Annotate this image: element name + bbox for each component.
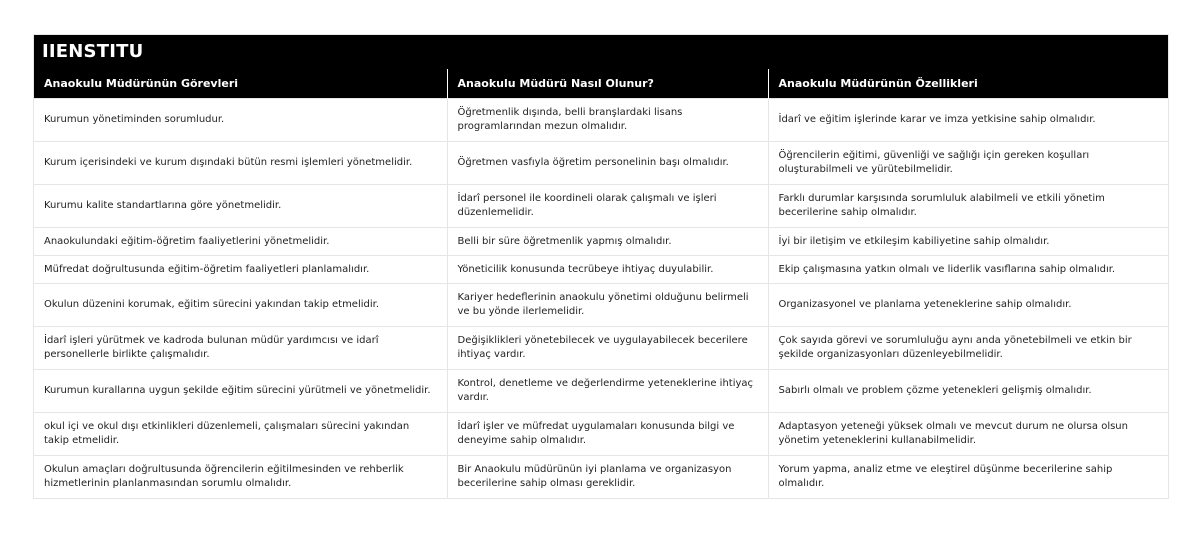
table-cell: Yöneticilik konusunda tecrübeye ihtiyaç duyulabilir. <box>447 256 768 284</box>
table-cell: Bir Anaokulu müdürünün iyi planlama ve organizasyon becerilerine sahip olması gereklidir. <box>447 456 768 499</box>
table-row <box>34 456 1168 499</box>
brand-title: IIENSTITU <box>34 35 1168 69</box>
data-table <box>34 69 1168 498</box>
table-row <box>34 327 1168 370</box>
table-row <box>34 413 1168 456</box>
content-card <box>33 34 1169 499</box>
table-cell: Kurumu kalite standartlarına göre yönetmelidir. <box>34 185 447 228</box>
table-cell: Organizasyonel ve planlama yeteneklerine sahip olmalıdır. <box>768 284 1168 327</box>
table-row <box>34 185 1168 228</box>
table-cell: Anaokulundaki eğitim-öğretim faaliyetlerini yönetmelidir. <box>34 228 447 256</box>
table-cell: Değişiklikleri yönetebilecek ve uygulayabilecek becerilere ihtiyaç vardır. <box>447 327 768 370</box>
table-cell: Kurumun kurallarına uygun şekilde eğitim sürecini yürütmeli ve yönetmelidir. <box>34 370 447 413</box>
table-row <box>34 142 1168 185</box>
table-cell: Okulun amaçları doğrultusunda öğrencilerin eğitilmesinden ve rehberlik hizmetlerinin planlanmasından sorumlu olmalıdır. <box>34 456 447 499</box>
table-cell: Öğrencilerin eğitimi, güvenliği ve sağlığı için gereken koşulları oluşturabilmeli ve yürütebilmelidir. <box>768 142 1168 185</box>
table-cell: İdarî ve eğitim işlerinde karar ve imza yetkisine sahip olmalıdır. <box>768 99 1168 142</box>
table-cell: Adaptasyon yeteneği yüksek olmalı ve mevcut durum ne olursa olsun yönetim yeteneklerini kullanabilmelidir. <box>768 413 1168 456</box>
table-row <box>34 99 1168 142</box>
table-cell: Yorum yapma, analiz etme ve eleştirel düşünme becerilerine sahip olmalıdır. <box>768 456 1168 499</box>
table-cell: Sabırlı olmalı ve problem çözme yetenekleri gelişmiş olmalıdır. <box>768 370 1168 413</box>
table-cell: Kontrol, denetleme ve değerlendirme yeteneklerine ihtiyaç vardır. <box>447 370 768 413</box>
column-header-qualities: Anaokulu Müdürünün Özellikleri <box>768 69 1168 99</box>
table-cell: Öğretmenlik dışında, belli branşlardaki lisans programlarından mezun olmalıdır. <box>447 99 768 142</box>
table-cell: Okulun düzenini korumak, eğitim sürecini yakından takip etmelidir. <box>34 284 447 327</box>
column-header-duties: Anaokulu Müdürünün Görevleri <box>34 69 447 99</box>
table-cell: Kurum içerisindeki ve kurum dışındaki bütün resmi işlemleri yönetmelidir. <box>34 142 447 185</box>
table-row <box>34 256 1168 284</box>
table-cell: Kurumun yönetiminden sorumludur. <box>34 99 447 142</box>
table-row <box>34 228 1168 256</box>
table-cell: Farklı durumlar karşısında sorumluluk alabilmeli ve etkili yönetim becerilerine sahip olmalıdır. <box>768 185 1168 228</box>
table-header-row <box>34 69 1168 99</box>
table-cell: Ekip çalışmasına yatkın olmalı ve liderlik vasıflarına sahip olmalıdır. <box>768 256 1168 284</box>
table-cell: İyi bir iletişim ve etkileşim kabiliyetine sahip olmalıdır. <box>768 228 1168 256</box>
column-header-how-to-become: Anaokulu Müdürü Nasıl Olunur? <box>447 69 768 99</box>
table-cell: Kariyer hedeflerinin anaokulu yönetimi olduğunu belirmeli ve bu yönde ilerlemelidir. <box>447 284 768 327</box>
table-cell: Belli bir süre öğretmenlik yapmış olmalıdır. <box>447 228 768 256</box>
table-cell: Müfredat doğrultusunda eğitim-öğretim faaliyetleri planlamalıdır. <box>34 256 447 284</box>
table-cell: Çok sayıda görevi ve sorumluluğu aynı anda yönetebilmeli ve etkin bir şekilde organizasyonları düzenleyebilmelidir. <box>768 327 1168 370</box>
table-cell: Öğretmen vasfıyla öğretim personelinin başı olmalıdır. <box>447 142 768 185</box>
table-row <box>34 370 1168 413</box>
table-cell: İdarî işler ve müfredat uygulamaları konusunda bilgi ve deneyime sahip olmalıdır. <box>447 413 768 456</box>
table-cell: İdarî personel ile koordineli olarak çalışmalı ve işleri düzenlemelidir. <box>447 185 768 228</box>
table-cell: okul içi ve okul dışı etkinlikleri düzenlemeli, çalışmaları sürecini yakından takip etmelidir. <box>34 413 447 456</box>
table-cell: İdarî işleri yürütmek ve kadroda bulunan müdür yardımcısı ve idarî personellerle birlikte çalışmalıdır. <box>34 327 447 370</box>
table-row <box>34 284 1168 327</box>
